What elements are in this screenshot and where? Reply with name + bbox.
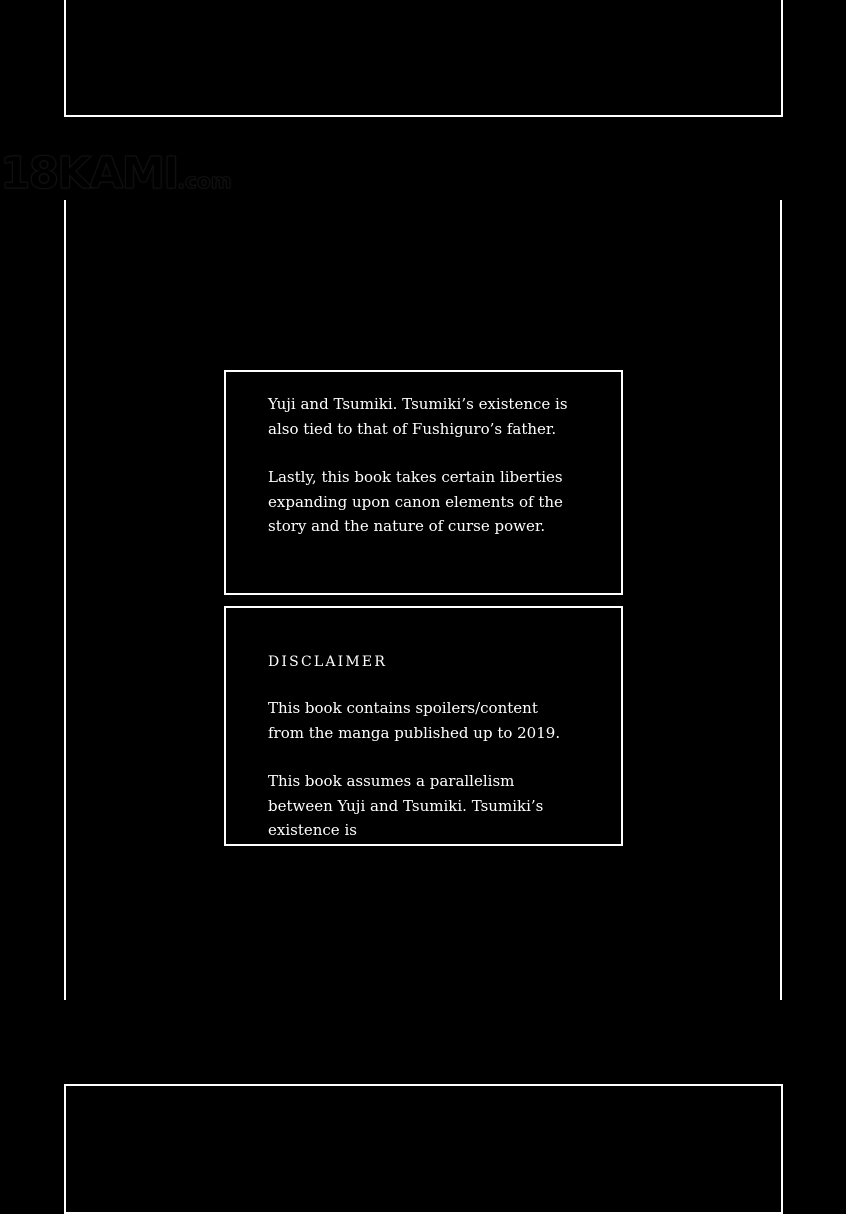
disclaimer-card	[224, 606, 623, 846]
disclaimer-paragraph-1: This book contains spoilers/content from the manga published up to 2019.	[268, 699, 561, 742]
upper-paragraph-2: Lastly, this book takes certain liberties expanding upon canon elements of the story and the nature of curse power.	[268, 468, 563, 535]
upper-paragraph-1: Yuji and Tsumiki. Tsumiki’s existence is also tied to that of Fushiguro’s father.	[268, 395, 568, 438]
panel-frame-bottom	[64, 1084, 783, 1214]
disclaimer-paragraph-2: This book assumes a parallelism between Yuji and Tsumiki. Tsumiki’s existence is	[268, 772, 544, 839]
upper-text-card	[224, 370, 623, 595]
watermark-suffix: .com	[177, 169, 232, 193]
disclaimer-heading: DISCLAIMER	[268, 654, 388, 670]
frame-right-line	[780, 200, 782, 1000]
frame-left-line	[64, 200, 66, 1000]
text-viewport	[224, 395, 623, 839]
watermark-text: 18KAMI	[0, 148, 178, 199]
panel-frame-top	[64, 0, 783, 117]
site-watermark	[0, 148, 232, 199]
